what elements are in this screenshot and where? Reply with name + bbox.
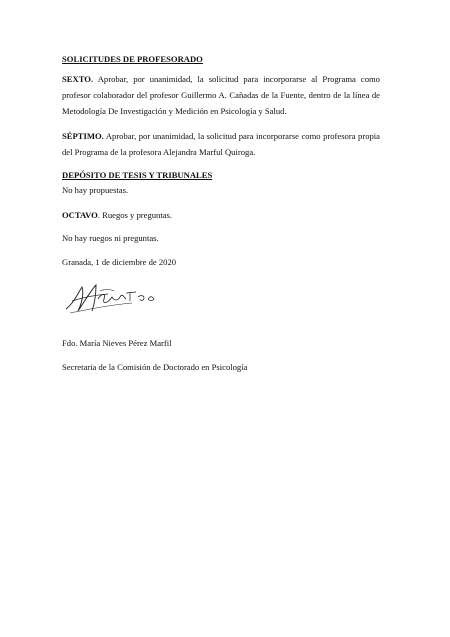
paragraph-octavo xyxy=(62,210,172,221)
no-propuestas-text: No hay propuestas. xyxy=(62,185,129,195)
sexto-text: Aprobar, por unanimidad, la solicitud para incorporarse al Programa como profesor colaborador del profesor Guillermo A. Cañadas de la Fuente, dentro de la línea de Metodología De Investigación y Medición en Psicología y Salud. xyxy=(62,74,380,116)
place-date: Granada, 1 de diciembre de 2020 xyxy=(62,257,177,267)
paragraph-sexto xyxy=(62,71,380,119)
signatory-name: Fdo. María Nieves Pérez Marfil xyxy=(62,338,172,348)
octavo-label: OCTAVO xyxy=(62,210,98,220)
octavo-text: . Ruegos y preguntas. xyxy=(97,210,173,220)
no-ruegos-text: No hay ruegos ni preguntas. xyxy=(62,233,159,243)
sexto-label: SEXTO. xyxy=(62,74,94,84)
heading-solicitudes-profesorado: SOLICITUDES DE PROFESORADO xyxy=(62,54,203,64)
septimo-text: Aprobar, por unanimidad, la solicitud para incorporarse como profesora propia del Programa de la profesora Alejandra Marful Quiroga. xyxy=(62,131,380,157)
septimo-label: SÉPTIMO. xyxy=(62,131,104,141)
signature-drawing xyxy=(60,279,170,319)
handwritten-signature xyxy=(60,279,170,319)
heading-deposito-tesis: DEPÓSITO DE TESIS Y TRIBUNALES xyxy=(62,170,213,180)
signatory-role: Secretaria de la Comisión de Doctorado en Psicología xyxy=(62,362,248,372)
paragraph-septimo xyxy=(62,128,380,160)
